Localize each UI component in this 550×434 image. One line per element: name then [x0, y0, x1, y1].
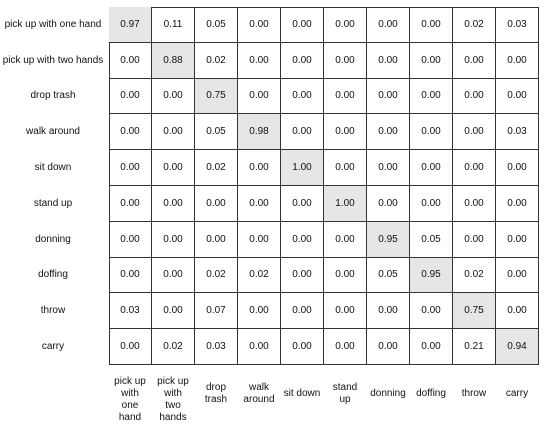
- matrix-cell: 0.00: [324, 150, 367, 186]
- column-label: stand up: [332, 382, 358, 405]
- matrix-cell: 0.00: [367, 186, 410, 222]
- matrix-cell: 0.00: [324, 79, 367, 115]
- matrix-cell: 0.00: [324, 43, 367, 79]
- diagonal-cell: 0.97: [109, 7, 152, 43]
- matrix-cell: 0.00: [453, 43, 496, 79]
- matrix-cell: 0.02: [453, 7, 496, 43]
- matrix-cell: 0.00: [109, 186, 152, 222]
- matrix-cell: 0.00: [109, 258, 152, 294]
- matrix-cell: 0.00: [496, 79, 539, 115]
- matrix-cell: 0.00: [410, 114, 453, 150]
- matrix-cell: 0.00: [152, 150, 195, 186]
- matrix-cell: 0.00: [109, 150, 152, 186]
- matrix-cell: 0.02: [238, 258, 281, 294]
- matrix-cell: 0.00: [410, 186, 453, 222]
- matrix-cell: 0.00: [109, 79, 152, 115]
- matrix-cell: 0.00: [410, 293, 453, 329]
- matrix-cell: 0.00: [496, 258, 539, 294]
- matrix-cell: 0.00: [496, 293, 539, 329]
- matrix-cell: 0.00: [152, 186, 195, 222]
- diagonal-cell: 0.95: [367, 222, 410, 258]
- column-label: drop trash: [204, 382, 228, 405]
- matrix-cell: 0.02: [195, 150, 238, 186]
- column-label: walk around: [243, 382, 275, 405]
- row-label: pick up with one hand: [4, 18, 102, 30]
- matrix-cell: 0.03: [496, 7, 539, 43]
- column-label: throw: [461, 388, 487, 399]
- matrix-cell: 0.00: [496, 150, 539, 186]
- matrix-cell: 0.00: [453, 222, 496, 258]
- matrix-cell: 0.00: [324, 293, 367, 329]
- matrix-cell: 0.00: [453, 79, 496, 115]
- matrix-cell: 0.02: [152, 329, 195, 365]
- row-label: donning: [35, 233, 71, 245]
- matrix-cell: 0.00: [238, 186, 281, 222]
- matrix-cell: 0.00: [367, 43, 410, 79]
- matrix-cell: 0.00: [281, 329, 324, 365]
- matrix-cell: 0.07: [195, 293, 238, 329]
- matrix-cell: 0.00: [238, 222, 281, 258]
- matrix-cell: 0.05: [195, 114, 238, 150]
- matrix-cell: 0.00: [281, 186, 324, 222]
- row-label: sit down: [34, 162, 72, 174]
- row-label: pick up with two hands: [2, 54, 104, 66]
- matrix-cell: 0.00: [367, 114, 410, 150]
- matrix-cell: 0.00: [324, 114, 367, 150]
- matrix-cell: 0.00: [281, 43, 324, 79]
- column-label: pick up with one hand: [114, 376, 146, 423]
- matrix-cell: 0.02: [195, 258, 238, 294]
- matrix-cell: 0.00: [453, 150, 496, 186]
- row-label: doffing: [38, 269, 68, 281]
- matrix-cell: 0.00: [410, 329, 453, 365]
- matrix-cell: 0.00: [238, 293, 281, 329]
- matrix-cell: 0.00: [281, 222, 324, 258]
- matrix-cell: 0.05: [195, 7, 238, 43]
- matrix-cell: 0.00: [410, 150, 453, 186]
- diagonal-cell: 0.95: [410, 258, 453, 294]
- column-label: carry: [505, 388, 529, 399]
- matrix-cell: 0.02: [195, 43, 238, 79]
- matrix-cell: 0.00: [109, 222, 152, 258]
- matrix-cell: 0.00: [195, 222, 238, 258]
- matrix-cell: 0.00: [410, 79, 453, 115]
- matrix-cell: 0.03: [195, 329, 238, 365]
- matrix-cell: 0.00: [324, 7, 367, 43]
- matrix-cell: 0.00: [496, 43, 539, 79]
- matrix-cell: 0.00: [238, 329, 281, 365]
- matrix-cell: 0.00: [109, 43, 152, 79]
- row-label: drop trash: [30, 90, 76, 102]
- column-label: pick up with two hands: [157, 376, 189, 423]
- matrix-cell: 0.00: [238, 43, 281, 79]
- matrix-cell: 0.00: [453, 186, 496, 222]
- matrix-cell: 0.00: [324, 258, 367, 294]
- column-label: doffing: [416, 388, 446, 399]
- matrix-cell: 0.00: [281, 293, 324, 329]
- row-label: stand up: [33, 197, 73, 209]
- diagonal-cell: 1.00: [281, 150, 324, 186]
- matrix-cell: 0.00: [238, 7, 281, 43]
- matrix-cell: 0.00: [109, 329, 152, 365]
- matrix-cell: 0.00: [324, 222, 367, 258]
- matrix-cell: 0.00: [367, 150, 410, 186]
- diagonal-cell: 0.75: [453, 293, 496, 329]
- matrix-cell: 0.00: [367, 79, 410, 115]
- matrix-cell: 0.00: [281, 79, 324, 115]
- matrix-cell: 0.05: [410, 222, 453, 258]
- matrix-cell: 0.00: [281, 258, 324, 294]
- matrix-cell: 0.03: [496, 114, 539, 150]
- matrix-cell: 0.00: [152, 222, 195, 258]
- matrix-cell: 0.00: [195, 186, 238, 222]
- matrix-cell: 0.21: [453, 329, 496, 365]
- diagonal-cell: 0.75: [195, 79, 238, 115]
- matrix-cell: 0.00: [152, 258, 195, 294]
- matrix-cell: 0.00: [152, 79, 195, 115]
- matrix-cell: 0.00: [324, 329, 367, 365]
- matrix-cell: 0.00: [496, 222, 539, 258]
- matrix-cell: 0.02: [453, 258, 496, 294]
- matrix-cell: 0.00: [238, 150, 281, 186]
- row-label: walk around: [26, 126, 80, 138]
- matrix-cell: 0.11: [152, 7, 195, 43]
- matrix-cell: 0.00: [238, 79, 281, 115]
- diagonal-cell: 0.88: [152, 43, 195, 79]
- matrix-cell: 0.00: [152, 293, 195, 329]
- matrix-cell: 0.00: [281, 114, 324, 150]
- row-label: throw: [40, 305, 66, 317]
- matrix-cell: 0.00: [410, 7, 453, 43]
- row-label: carry: [41, 341, 65, 353]
- diagonal-cell: 1.00: [324, 186, 367, 222]
- matrix-cell: 0.00: [367, 329, 410, 365]
- matrix-cell: 0.00: [109, 114, 152, 150]
- column-label: donning: [370, 388, 406, 399]
- matrix-cell: 0.00: [410, 43, 453, 79]
- matrix-cell: 0.00: [453, 114, 496, 150]
- matrix-cell: 0.03: [109, 293, 152, 329]
- matrix-cell: 0.00: [281, 7, 324, 43]
- diagonal-cell: 0.94: [496, 329, 539, 365]
- diagonal-cell: 0.98: [238, 114, 281, 150]
- matrix-cell: 0.00: [367, 7, 410, 43]
- matrix-cell: 0.00: [496, 186, 539, 222]
- matrix-cell: 0.05: [367, 258, 410, 294]
- matrix-cell: 0.00: [367, 293, 410, 329]
- column-label: sit down: [283, 388, 321, 399]
- matrix-cell: 0.00: [152, 114, 195, 150]
